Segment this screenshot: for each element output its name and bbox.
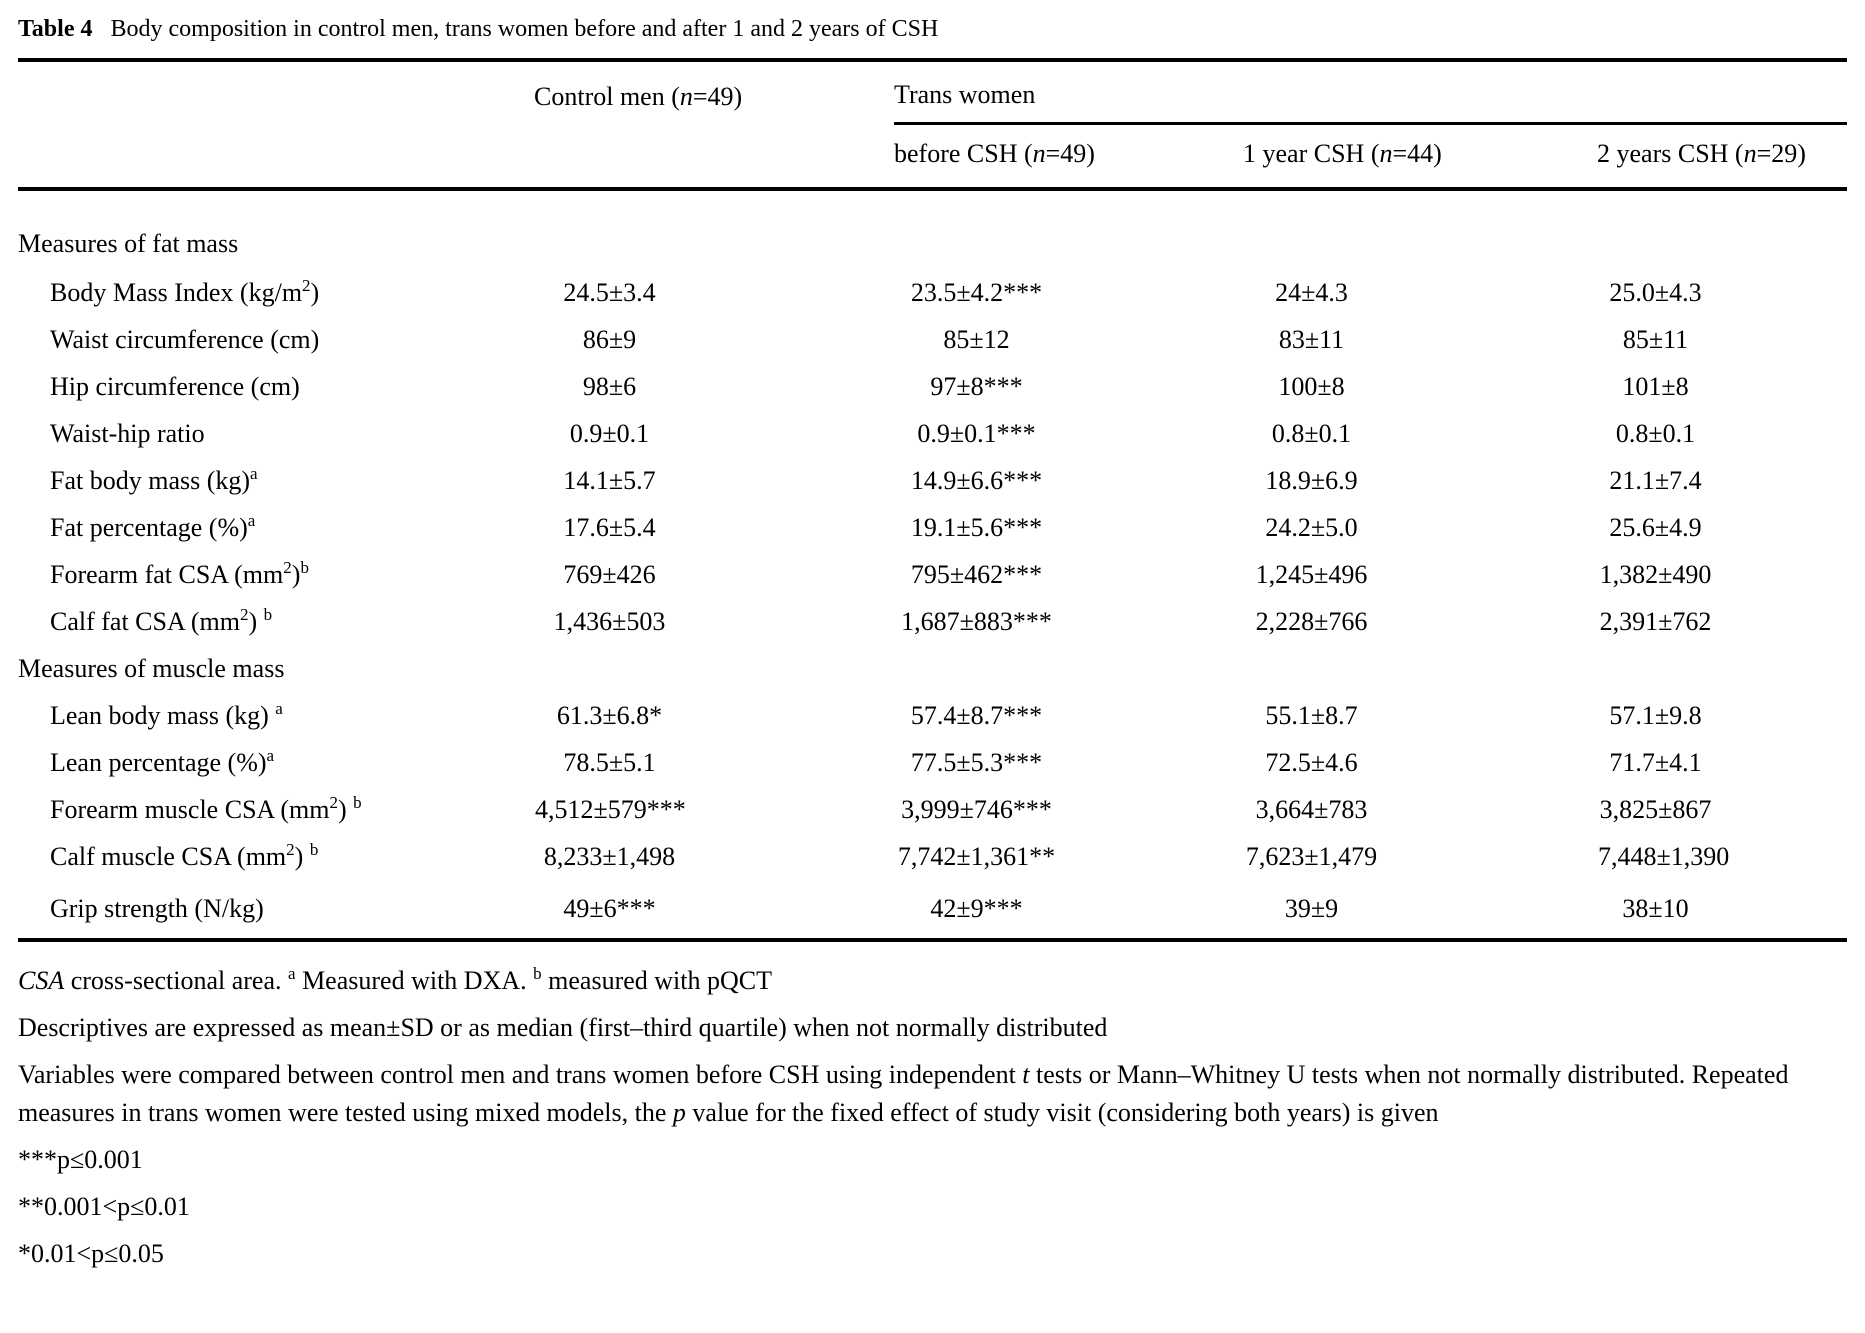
footnote: [18, 1141, 1847, 1179]
body-composition-table: [18, 58, 1847, 942]
row-label-segment: Fat body mass (kg): [50, 465, 251, 495]
row-label: [18, 598, 534, 645]
cell-value: 0.8±0.1: [1615, 418, 1696, 448]
row-label-segment: Waist circumference (cm): [50, 324, 320, 354]
cell-value: 3,664±783: [1255, 794, 1368, 824]
cell-value: 101±8: [1622, 371, 1689, 401]
cell-value: 38±10: [1597, 880, 1847, 940]
row-label: [18, 833, 534, 880]
col-header-segment: =44): [1392, 139, 1442, 168]
footnote-segment: a: [288, 964, 296, 983]
row-label-segment: 2: [239, 604, 249, 624]
header-empty-cell: [18, 124, 534, 190]
table-row: [18, 316, 1847, 363]
cell-value: 7,742±1,361**: [897, 841, 1056, 871]
col-header-2-years-csh: [1597, 124, 1847, 190]
cell-value: 14.1±5.7: [563, 465, 656, 495]
section-label: [18, 645, 534, 692]
row-label-segment: 2: [329, 792, 338, 812]
table-row: [18, 269, 1847, 316]
row-label-segment: Hip circumference (cm): [50, 371, 300, 401]
header-row-subcolumns: [18, 124, 1847, 190]
footnote: [18, 1056, 1847, 1132]
row-label-segment: b: [353, 792, 362, 812]
table-row: [18, 504, 1847, 551]
row-label-segment: ): [337, 794, 354, 824]
table-body: [18, 189, 1847, 940]
cell-value: 8,233±1,498: [543, 841, 676, 871]
cell-value: 0.8±0.1: [1271, 418, 1352, 448]
cell-value: [1597, 645, 1847, 692]
col-header-segment: 1 year CSH (: [1243, 139, 1380, 168]
cell-value: 85±12: [943, 324, 1010, 354]
cell-value: [1243, 189, 1597, 269]
row-label: [18, 410, 534, 457]
row-label-segment: Calf fat CSA (mm: [50, 606, 240, 636]
col-header-segment: n: [1743, 139, 1757, 168]
cell-value: [894, 189, 1243, 269]
footnote: [18, 1188, 1847, 1226]
cell-value: [534, 189, 894, 269]
cell-value: 7,623±1,479: [1245, 841, 1378, 871]
row-label-segment: ): [294, 841, 310, 871]
cell-value: 17.6±5.4: [563, 512, 656, 542]
cell-value: 24±4.3: [1275, 277, 1348, 307]
cell-value: 72.5±4.6: [1265, 747, 1358, 777]
col-header-segment: =49): [1045, 139, 1095, 168]
col-header-segment: =29): [1756, 139, 1806, 168]
table-row: [18, 692, 1847, 739]
row-label-segment: Measures of fat mass: [18, 229, 239, 258]
section-label: [18, 189, 534, 269]
row-label-segment: ): [248, 606, 264, 636]
col-header-segment: Control men (: [534, 81, 680, 111]
table-row: [18, 410, 1847, 457]
footnote-segment: Descriptives are expressed as mean±SD or as median (first–third quartile) when not normally distributed: [18, 1013, 1108, 1042]
cell-value: 61.3±6.8*: [556, 700, 663, 730]
col-header-segment: n: [679, 81, 693, 111]
cell-value: 77.5±5.3***: [910, 747, 1043, 777]
row-label-segment: Forearm muscle CSA (mm: [50, 794, 330, 824]
row-label-segment: Calf muscle CSA (mm: [50, 841, 287, 871]
cell-value: 97±8***: [930, 371, 1023, 401]
row-label: [18, 457, 534, 504]
footnote: [18, 962, 1847, 1000]
cell-value: 795±462***: [910, 559, 1043, 589]
table-row: [18, 833, 1847, 880]
cell-value: 19.1±5.6***: [910, 512, 1043, 542]
table-row: [18, 363, 1847, 410]
table-row: [18, 551, 1847, 598]
row-label: [18, 739, 534, 786]
cell-value: 57.1±9.8: [1609, 700, 1702, 730]
row-label-segment: 2: [302, 275, 311, 295]
cell-value: 78.5±5.1: [563, 747, 656, 777]
row-label-segment: Forearm fat CSA (mm: [50, 559, 284, 589]
footnote: [18, 1235, 1847, 1273]
footnote-segment: *0.01<p≤0.05: [18, 1239, 164, 1268]
footnote-segment: b: [533, 964, 542, 983]
footnote-segment: cross-sectional area.: [64, 966, 289, 995]
cell-value: 2,391±762: [1599, 606, 1712, 636]
footnote-segment: p: [672, 1098, 686, 1127]
row-label-segment: Lean percentage (%): [50, 747, 267, 777]
col-header-segment: before CSH (: [894, 139, 1033, 168]
row-label: [18, 504, 534, 551]
footnote-segment: measured with pQCT: [541, 966, 772, 995]
cell-value: 57.4±8.7***: [910, 700, 1043, 730]
row-label-segment: Lean body mass (kg): [50, 700, 276, 730]
col-group-trans-women: Trans women: [894, 60, 1847, 124]
footnote-segment: Variables were compared between control men and trans women before CSH using independent: [18, 1060, 1023, 1089]
row-label-segment: a: [266, 745, 275, 765]
cell-value: 1,382±490: [1599, 559, 1712, 589]
cell-value: 25.6±4.9: [1609, 512, 1702, 542]
cell-value: 24.2±5.0: [1265, 512, 1358, 542]
row-label-segment: 2: [283, 557, 292, 577]
row-label-segment: b: [263, 604, 273, 624]
cell-value: 2,228±766: [1255, 606, 1368, 636]
cell-value: [1597, 189, 1847, 269]
footnote-segment: CSA: [18, 966, 65, 995]
table-row: [18, 598, 1847, 645]
row-label-segment: Measures of muscle mass: [18, 653, 285, 683]
cell-value: 71.7±4.1: [1609, 747, 1702, 777]
footnote-segment: ***p≤0.001: [18, 1145, 143, 1174]
row-label: [18, 880, 534, 940]
row-label-segment: a: [250, 463, 258, 483]
cell-value: 18.9±6.9: [1265, 465, 1358, 495]
cell-value: 86±9: [582, 324, 637, 354]
footnote-segment: tests or Mann–Whitney U tests when not normally distributed. Repeated measures in trans women were tested using mixed models, the: [18, 1060, 1789, 1127]
footnote-segment: t: [1022, 1060, 1030, 1089]
cell-value: 23.5±4.2***: [910, 277, 1043, 307]
row-label: [18, 269, 534, 316]
cell-value: [1243, 645, 1597, 692]
table-number: Table 4: [18, 16, 93, 42]
col-header-control-men: [534, 60, 894, 124]
header-row-groups: [18, 60, 1847, 124]
table-row: [18, 880, 1847, 940]
row-label-segment: b: [309, 839, 319, 859]
row-label-segment: Fat percentage (%): [50, 512, 248, 542]
footnote-segment: **0.001<p≤0.01: [18, 1192, 190, 1221]
table-caption-text: Body composition in control men, trans women before and after 1 and 2 years of CSH: [110, 16, 939, 42]
row-label: [18, 692, 534, 739]
cell-value: 24.5±3.4: [563, 277, 656, 307]
section-row: [18, 189, 1847, 269]
cell-value: 39±9: [1243, 880, 1597, 940]
table-header: [18, 60, 1847, 189]
cell-value: 1,245±496: [1255, 559, 1368, 589]
col-header-segment: 2 years CSH (: [1597, 139, 1744, 168]
cell-value: 4,512±579***: [535, 794, 686, 824]
table-row: [18, 786, 1847, 833]
cell-value: [534, 645, 894, 692]
cell-value: 21.1±7.4: [1609, 465, 1702, 495]
cell-value: 769±426: [563, 559, 656, 589]
row-label-segment: Grip strength (N/kg): [50, 894, 264, 923]
col-header-segment: n: [1032, 139, 1046, 168]
header-empty-cell: [18, 60, 534, 124]
cell-value: 1,687±883***: [901, 606, 1052, 636]
row-label-segment: Waist-hip ratio: [50, 418, 205, 448]
footnote-segment: value for the fixed effect of study visit (considering both years) is given: [685, 1098, 1439, 1127]
header-empty-cell: [534, 124, 894, 190]
row-label: [18, 551, 534, 598]
row-label: [18, 363, 534, 410]
col-header-segment: n: [1379, 139, 1393, 168]
cell-value: 85±11: [1622, 324, 1689, 354]
cell-value: 0.9±0.1: [569, 418, 650, 448]
table-caption: [18, 0, 1847, 44]
section-row: [18, 645, 1847, 692]
table-footnotes: [18, 942, 1847, 1273]
footnote-segment: Measured with DXA.: [295, 966, 534, 995]
cell-value: [894, 645, 1243, 692]
cell-value: 3,999±746***: [901, 794, 1052, 824]
row-label-segment: 2: [286, 839, 295, 859]
cell-value: 7,448±1,390: [1598, 841, 1730, 871]
cell-value: 98±6: [582, 371, 637, 401]
cell-value: 42±9***: [894, 880, 1243, 940]
row-label: [18, 316, 534, 363]
row-label-segment: ): [291, 559, 301, 589]
cell-value: 55.1±8.7: [1265, 700, 1358, 730]
row-label-segment: b: [300, 557, 309, 577]
col-header-1-year-csh: [1243, 124, 1597, 190]
col-header-segment: =49): [692, 81, 743, 111]
cell-value: 0.9±0.1***: [917, 418, 1036, 448]
cell-value: 3,825±867: [1599, 794, 1712, 824]
col-header-before-csh: [894, 124, 1243, 190]
cell-value: 25.0±4.3: [1609, 277, 1702, 307]
cell-value: 83±11: [1278, 324, 1345, 354]
table-row: [18, 739, 1847, 786]
row-label-segment: a: [275, 698, 283, 718]
cell-value: 100±8: [1278, 371, 1345, 401]
row-label: [18, 786, 534, 833]
row-label-segment: ): [310, 277, 320, 307]
table-row: [18, 457, 1847, 504]
cell-value: 14.9±6.6***: [910, 465, 1043, 495]
footnote: [18, 1009, 1847, 1047]
cell-value: 49±6***: [534, 880, 894, 940]
cell-value: 1,436±503: [553, 606, 666, 636]
row-label-segment: Body Mass Index (kg/m: [50, 277, 303, 307]
row-label-segment: a: [247, 510, 256, 530]
